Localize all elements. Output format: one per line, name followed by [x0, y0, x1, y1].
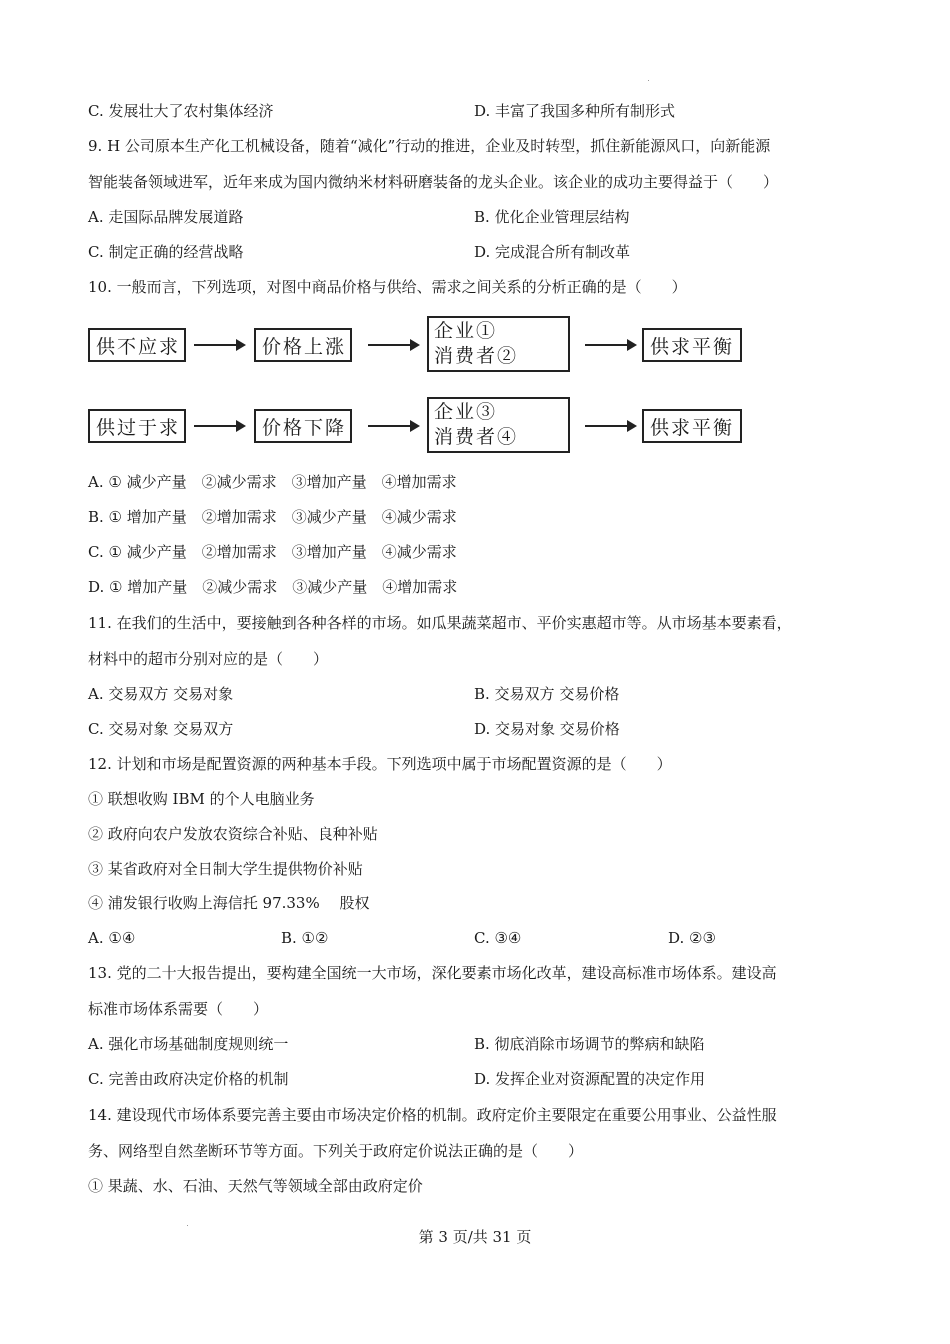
q12-item-2: ② 政府向农户发放农资综合补贴、良种补贴: [88, 825, 378, 843]
q13-stem-line-1: 13. 党的二十大报告提出，要构建全国统一大市场，深化要素市场化改革，建设高标准市场体系。建设高: [88, 964, 777, 982]
arrow-icon: [585, 425, 635, 427]
q8-option-c: C. 发展壮大了农村集体经济: [88, 102, 274, 120]
q9-option-a: A. 走国际品牌发展道路: [88, 208, 244, 226]
q13-option-a: A. 强化市场基础制度规则统一: [88, 1035, 289, 1053]
scan-speck: [648, 80, 649, 81]
q9-option-d: D. 完成混合所有制改革: [474, 243, 631, 261]
q9-stem-line-2: 智能装备领域进军，近年来成为国内微纳米材料研磨装备的龙头企业。该企业的成功主要得益于（ ）: [88, 173, 779, 191]
diagram-row2-end-box: 供求平衡: [642, 409, 742, 443]
diagram-row1-response-box: [427, 316, 570, 372]
diagram-row2-consumer: 消费者④: [434, 426, 519, 448]
q12-option-c: C. ③④: [474, 929, 522, 947]
q11-option-a: A. 交易双方 交易对象: [88, 685, 234, 703]
q13-option-c: C. 完善由政府决定价格的机制: [88, 1070, 289, 1088]
diagram-row1-end-box: 供求平衡: [642, 328, 742, 362]
q12-item-3: ③ 某省政府对全日制大学生提供物价补贴: [88, 860, 363, 878]
q11-stem-line-1: 11. 在我们的生活中，要接触到各种各样的市场。如瓜果蔬菜超市、平价实惠超市等。从市场基本要素看，: [88, 614, 792, 632]
q9-option-b: B. 优化企业管理层结构: [474, 208, 630, 226]
q11-option-d: D. 交易对象 交易价格: [474, 720, 620, 738]
diagram-row2-start-box: 供过于求: [88, 409, 186, 443]
arrow-icon: [194, 425, 244, 427]
q12-stem: 12. 计划和市场是配置资源的两种基本手段。下列选项中属于市场配置资源的是（ ）: [88, 755, 672, 773]
q12-item-4: ④ 浦发银行收购上海信托 97.33% 股权: [88, 894, 370, 912]
diagram-row2-enterprise: 企业③: [434, 401, 498, 423]
arrow-icon: [368, 344, 418, 346]
q10-option-a: A. ① 减少产量 ②减少需求 ③增加产量 ④增加需求: [88, 473, 457, 491]
q12-option-b: B. ①②: [281, 929, 329, 947]
diagram-row1-enterprise: 企业①: [434, 320, 498, 342]
q8-option-d: D. 丰富了我国多种所有制形式: [474, 102, 676, 120]
q12-item-1: ① 联想收购 IBM 的个人电脑业务: [88, 790, 315, 808]
q14-stem-line-2: 务、网络型自然垄断环节等方面。下列关于政府定价说法正确的是（ ）: [88, 1142, 584, 1160]
q11-stem-line-2: 材料中的超市分别对应的是（ ）: [88, 650, 329, 668]
q9-option-c: C. 制定正确的经营战略: [88, 243, 244, 261]
q10-option-d: D. ① 增加产量 ②减少需求 ③减少产量 ④增加需求: [88, 578, 458, 596]
q11-option-c: C. 交易对象 交易双方: [88, 720, 234, 738]
q14-stem-line-1: 14. 建设现代市场体系要完善主要由市场决定价格的机制。政府定价主要限定在重要公用事业、公益性服: [88, 1106, 777, 1124]
page-footer: 第 3 页/共 31 页: [418, 1228, 532, 1246]
diagram-row2-response-box: [427, 397, 570, 453]
q11-option-b: B. 交易双方 交易价格: [474, 685, 620, 703]
q10-option-c: C. ① 减少产量 ②增加需求 ③增加产量 ④减少需求: [88, 543, 457, 561]
arrow-icon: [585, 344, 635, 346]
arrow-icon: [368, 425, 418, 427]
q12-option-d: D. ②③: [668, 929, 716, 947]
diagram-row2-mid-box: 价格下降: [254, 409, 352, 443]
q9-stem-line-1: 9. H 公司原本生产化工机械设备，随着“减化”行动的推进，企业及时转型，抓住新能源风口，向新能源: [88, 137, 771, 155]
diagram-row1-start-box: 供不应求: [88, 328, 186, 362]
q10-option-b: B. ① 增加产量 ②增加需求 ③减少产量 ④减少需求: [88, 508, 457, 526]
q13-option-d: D. 发挥企业对资源配置的决定作用: [474, 1070, 706, 1088]
diagram-row1-mid-box: 价格上涨: [254, 328, 352, 362]
q14-item-1: ① 果蔬、水、石油、天然气等领域全部由政府定价: [88, 1177, 423, 1195]
diagram-row1-consumer: 消费者②: [434, 345, 519, 367]
q13-stem-line-2: 标准市场体系需要（ ）: [88, 1000, 269, 1018]
arrow-icon: [194, 344, 244, 346]
q13-option-b: B. 彻底消除市场调节的弊病和缺陷: [474, 1035, 705, 1053]
q10-stem: 10. 一般而言，下列选项，对图中商品价格与供给、需求之间关系的分析正确的是（ ）: [88, 278, 687, 296]
q12-option-a: A. ①④: [88, 929, 136, 947]
